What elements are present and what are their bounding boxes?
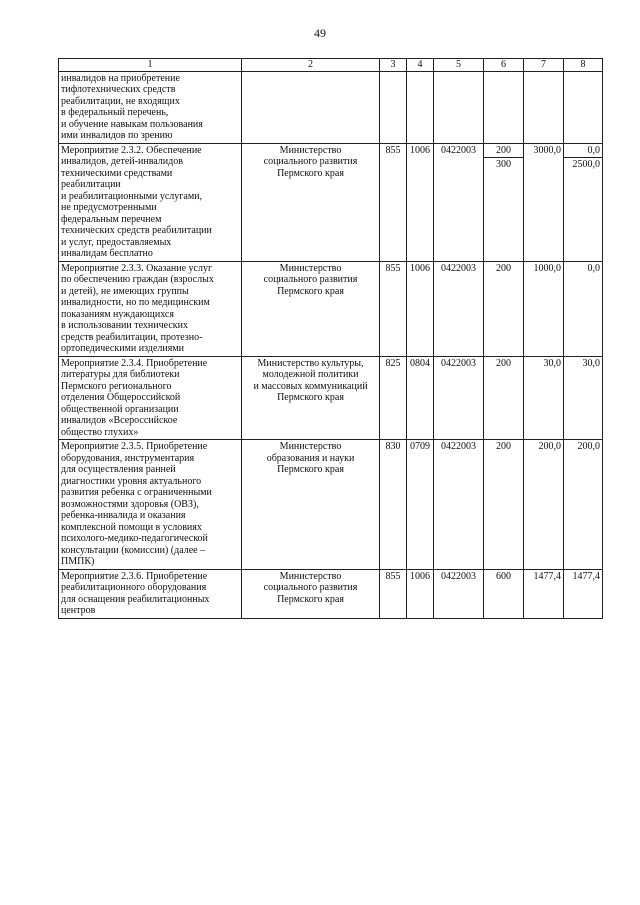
header-cell: 1 — [59, 59, 242, 72]
table-row — [59, 356, 603, 440]
amount-value: 0,0 — [587, 262, 600, 274]
amount-cell — [564, 261, 603, 356]
header-cell: 5 — [434, 59, 484, 72]
code-cell: 855 — [380, 261, 407, 356]
expense-type: 600 — [496, 570, 511, 582]
code-cell: 855 — [380, 143, 407, 261]
amount-value: 2500,0 — [564, 157, 602, 171]
code-cell: 0709 — [407, 440, 434, 570]
code-cell: 1006 — [407, 143, 434, 261]
amount-cell: 1477,4 — [524, 569, 564, 618]
header-cell: 4 — [407, 59, 434, 72]
measure-description: Мероприятие 2.3.2. Обеспечение инвалидов, детей-инвалидов техническими средствами реабилитации и реабилитационными услугами, не предусмотренными федеральным перечнем технических средств реабилитации и услуг, предоставляемых инвалидам бесплатно — [59, 143, 242, 261]
amount-cell — [564, 71, 603, 143]
code-cell — [484, 261, 524, 356]
code-cell: 830 — [380, 440, 407, 570]
budget-table — [58, 58, 603, 619]
code-cell: 1006 — [407, 569, 434, 618]
code-cell: 0422003 — [434, 440, 484, 570]
header-cell: 6 — [484, 59, 524, 72]
code-cell: 0422003 — [434, 143, 484, 261]
amount-cell: 200,0 — [524, 440, 564, 570]
header-row — [59, 59, 603, 72]
amount-value: 30,0 — [582, 357, 600, 369]
expense-type: 200 — [496, 441, 511, 452]
amount-value: 1477,4 — [572, 570, 600, 582]
table-row — [59, 440, 603, 570]
expense-type: 200 — [496, 357, 511, 369]
code-cell: 855 — [380, 569, 407, 618]
code-cell — [484, 356, 524, 440]
code-cell — [484, 569, 524, 618]
measure-description: Мероприятие 2.3.4. Приобретение литературы для библиотеки Пермского регионального отделения Общероссийской общественной организации инвалидов «Всероссийское общество глухих» — [59, 356, 242, 440]
executor-cell: Министерство образования и науки Пермского края — [242, 440, 380, 570]
amount-cell — [564, 143, 603, 261]
code-cell: 0422003 — [434, 261, 484, 356]
amount-value: 200,0 — [577, 441, 600, 452]
amount-cell — [564, 356, 603, 440]
amount-cell — [524, 71, 564, 143]
code-cell: 0422003 — [434, 569, 484, 618]
executor-cell: Министерство культуры, молодежной политики и массовых коммуникаций Пермского края — [242, 356, 380, 440]
code-cell — [380, 71, 407, 143]
measure-description: Мероприятие 2.3.5. Приобретение оборудования, инструментария для осуществления ранней диагностики уровня актуального развития ребенка с ограниченными возможностями здоровья (ОВЗ), ребенка-инвалида и оказания комплексной помощи в условиях психолого-медико-педагогической консультации (комиссии) (далее – ПМПК) — [59, 440, 242, 570]
measure-description: Мероприятие 2.3.3. Оказание услуг по обеспечению граждан (взрослых и детей), не имеющих группы инвалидности, но по медицинским показаниям нуждающихся в использовании технических средств реабилитации, протезно- ортопедическими изделиями — [59, 261, 242, 356]
table-row — [59, 143, 603, 261]
header-cell: 7 — [524, 59, 564, 72]
measure-description: Мероприятие 2.3.6. Приобретение реабилитационного оборудования для оснащения реабилитационных центров — [59, 569, 242, 618]
executor-cell — [242, 71, 380, 143]
amount-cell — [564, 569, 603, 618]
header-cell: 3 — [380, 59, 407, 72]
amount-cell: 1000,0 — [524, 261, 564, 356]
code-cell — [407, 71, 434, 143]
code-cell: 0804 — [407, 356, 434, 440]
executor-cell: Министерство социального развития Пермского края — [242, 261, 380, 356]
amount-cell: 3000,0 — [524, 143, 564, 261]
table-row — [59, 261, 603, 356]
amount-cell — [564, 440, 603, 570]
expense-type: 300 — [484, 157, 523, 171]
page-number: 49 — [314, 26, 326, 40]
amount-cell: 30,0 — [524, 356, 564, 440]
code-cell: 1006 — [407, 261, 434, 356]
code-cell — [484, 71, 524, 143]
code-cell — [484, 440, 524, 570]
table-row — [59, 71, 603, 143]
table-row — [59, 569, 603, 618]
code-cell — [484, 143, 524, 261]
expense-type: 200 — [496, 262, 511, 274]
amount-value: 0,0 — [587, 144, 600, 156]
header-cell: 2 — [242, 59, 380, 72]
executor-cell: Министерство социального развития Пермского края — [242, 569, 380, 618]
code-cell — [434, 71, 484, 143]
executor-cell: Министерство социального развития Пермского края — [242, 143, 380, 261]
expense-type: 200 — [496, 144, 511, 156]
measure-description: инвалидов на приобретение тифлотехнических средств реабилитации, не входящих в федеральный перечень, и обучение навыкам пользования ими инвалидов по зрению — [59, 71, 242, 143]
code-cell: 0422003 — [434, 356, 484, 440]
code-cell: 825 — [380, 356, 407, 440]
header-cell: 8 — [564, 59, 603, 72]
